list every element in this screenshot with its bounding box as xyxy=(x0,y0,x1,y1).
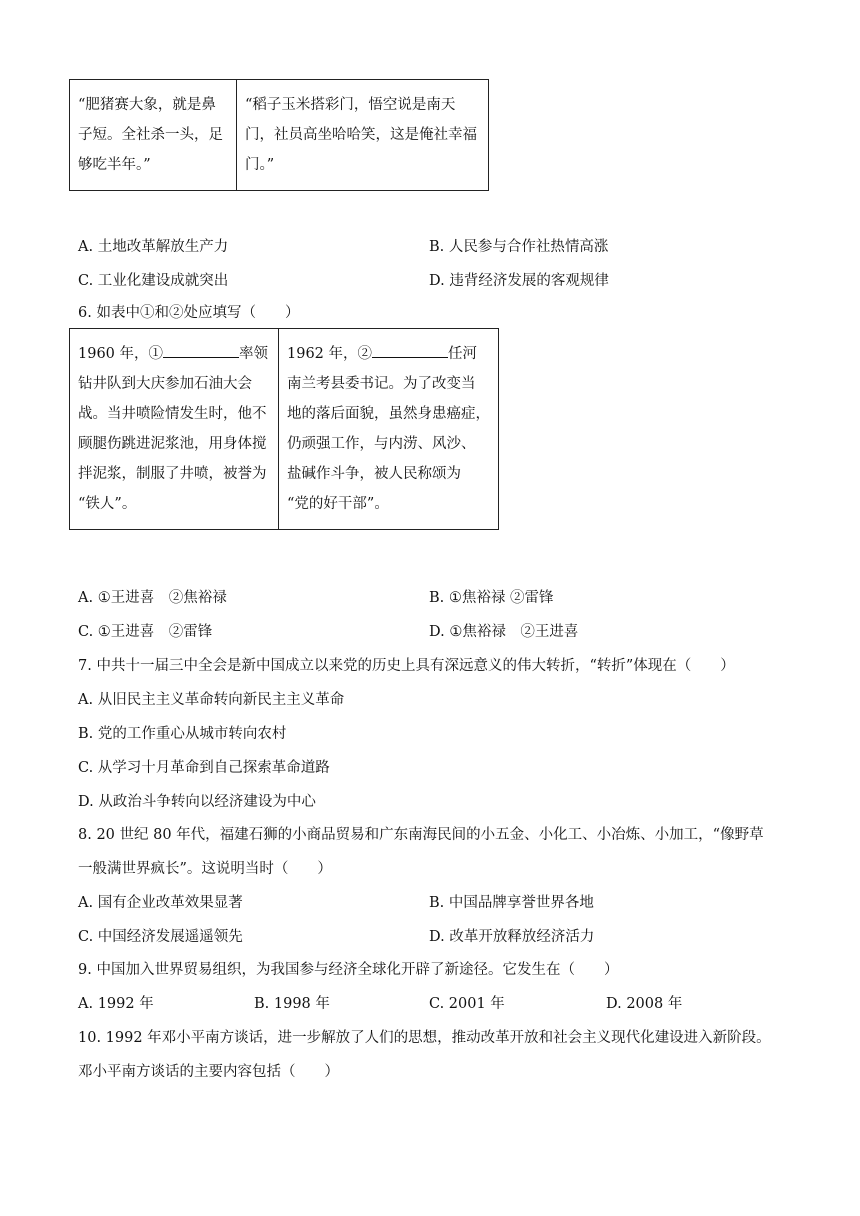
answer-blank-1 xyxy=(163,341,239,358)
q8-option-d: D. 改革开放释放经济活力 xyxy=(429,929,595,945)
q6-right-first-line: 1962 年，② 任河 xyxy=(287,339,490,369)
q7-option-b: B. 党的工作重心从城市转向农村 xyxy=(78,726,287,742)
q7-stem: 7. 中共十一届三中全会是新中国成立以来党的历史上具有深远意义的伟大转折，“转折”体现在（ ） xyxy=(78,658,735,674)
q8-option-b: B. 中国品牌享誉世界各地 xyxy=(429,895,594,911)
q6-right-line: “党的好干部”。 xyxy=(287,496,389,512)
q6-table-right-cell xyxy=(279,329,499,530)
q6-option-b: B. ①焦裕禄 ②雷锋 xyxy=(429,590,554,606)
q6-material-table xyxy=(69,328,499,530)
q7-option-a: A. 从旧民主主义革命转向新民主主义革命 xyxy=(78,692,345,708)
q5-option-a: A. 土地改革解放生产力 xyxy=(78,239,229,255)
q6-option-a: A. ①王进喜 ②焦裕禄 xyxy=(78,590,227,606)
q7-option-c: C. 从学习十月革命到自己探索革命道路 xyxy=(78,760,330,776)
q6-option-c: C. ①王进喜 ②雷锋 xyxy=(78,624,213,640)
q8-stem-line-1: 8. 20 世纪 80 年代，福建石狮的小商品贸易和广东南海民间的小五金、小化工、小冶炼、小加工，“像野草 xyxy=(78,827,764,843)
q6-stem: 6. 如表中①和②处应填写（ ） xyxy=(78,305,300,321)
q6-left-first-line: 1960 年，① 率领 xyxy=(78,339,270,369)
q5-right-line: “稻子玉米搭彩门，悟空说是南天 xyxy=(245,97,456,113)
q8-option-a: A. 国有企业改革效果显著 xyxy=(78,895,243,911)
q6-right-line: 南兰考县委书记。为了改变当 xyxy=(287,376,476,392)
q5-right-line: 门，社员高坐哈哈笑，这是俺社幸福 xyxy=(245,127,477,143)
q6-left-line: 顾腿伤跳进泥浆池，用身体搅 xyxy=(78,436,267,452)
q6-left-line: “铁人”。 xyxy=(78,496,137,512)
q5-option-d: D. 违背经济发展的客观规律 xyxy=(429,273,609,289)
q5-option-b: B. 人民参与合作社热情高涨 xyxy=(429,239,609,255)
q6-left-line: 钻井队到大庆参加石油大会 xyxy=(78,376,252,392)
answer-blank-2 xyxy=(372,341,448,358)
q9-option-c: C. 2001 年 xyxy=(429,996,505,1012)
q5-left-line: 子短。全社杀一头，足 xyxy=(78,127,223,143)
q7-option-d: D. 从政治斗争转向以经济建设为中心 xyxy=(78,794,316,810)
q8-stem-line-2: 一般满世界疯长”。这说明当时（ ） xyxy=(78,861,332,877)
q5-left-line: “肥猪赛大象，就是鼻 xyxy=(78,97,216,113)
q6-left-line: 拌泥浆，制服了井喷，被誉为 xyxy=(78,466,267,482)
q9-stem: 9. 中国加入世界贸易组织，为我国参与经济全球化开辟了新途径。它发生在（ ） xyxy=(78,962,619,978)
q6-left-line: 战。当井喷险情发生时，他不 xyxy=(78,406,267,422)
q5-table-left-cell xyxy=(70,80,237,191)
q5-right-line: 门。” xyxy=(245,157,275,173)
q5-table-right-cell xyxy=(237,80,489,191)
q5-material-table xyxy=(69,79,489,191)
q6-table-left-cell xyxy=(70,329,279,530)
q6-right-line: 盐碱作斗争，被人民称颂为 xyxy=(287,466,461,482)
q8-option-c: C. 中国经济发展遥遥领先 xyxy=(78,929,243,945)
q9-option-d: D. 2008 年 xyxy=(606,996,683,1012)
q5-option-c: C. 工业化建设成就突出 xyxy=(78,273,229,289)
q9-option-a: A. 1992 年 xyxy=(78,996,154,1012)
q6-right-line: 仍顽强工作，与内涝、风沙、 xyxy=(287,436,476,452)
q6-option-d: D. ①焦裕禄 ②王进喜 xyxy=(429,624,579,640)
q10-stem-line-1: 10. 1992 年邓小平南方谈话，进一步解放了人们的思想，推动改革开放和社会主义现代化建设进入新阶段。 xyxy=(78,1030,771,1046)
q5-left-line: 够吃半年。” xyxy=(78,157,151,173)
q9-option-b: B. 1998 年 xyxy=(254,996,330,1012)
q10-stem-line-2: 邓小平南方谈话的主要内容包括（ ） xyxy=(78,1064,339,1080)
q6-right-line: 地的落后面貌，虽然身患癌症， xyxy=(287,406,490,422)
